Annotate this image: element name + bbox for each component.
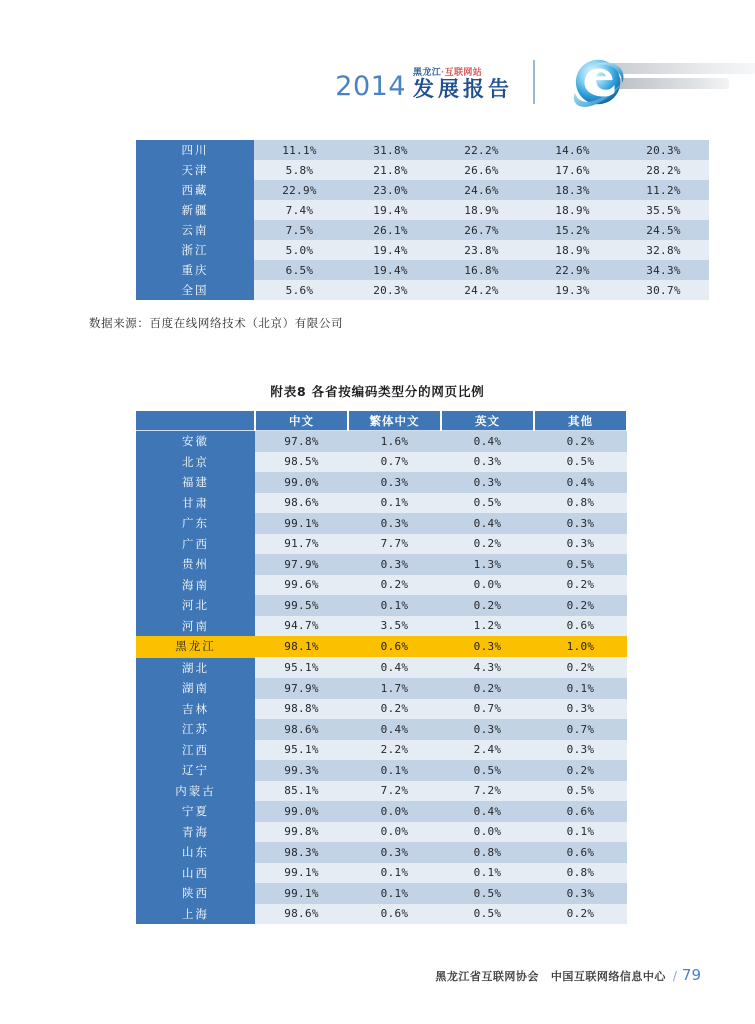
province-row-label: 内蒙古 — [136, 781, 255, 802]
province-cell: 0.1% — [534, 822, 627, 843]
table-row — [136, 904, 627, 925]
province-cell: 0.1% — [348, 493, 441, 514]
continuation-cell: 24.2% — [436, 280, 527, 300]
header-inner — [335, 46, 755, 118]
province-row-label: 陕西 — [136, 883, 255, 904]
province-cell: 0.4% — [441, 431, 534, 452]
province-cell: 0.6% — [534, 801, 627, 822]
province-row-label: 湖北 — [136, 657, 255, 678]
continuation-cell: 24.5% — [618, 220, 709, 240]
continuation-cell: 28.2% — [618, 160, 709, 180]
continuation-cell: 7.5% — [254, 220, 345, 240]
province-cell: 98.8% — [255, 699, 348, 720]
province-cell: 94.7% — [255, 616, 348, 637]
province-cell: 0.5% — [441, 493, 534, 514]
report-subtitle-left: 黑龙江 — [413, 66, 442, 77]
province-cell: 0.2% — [534, 575, 627, 596]
province-row-label: 江苏 — [136, 719, 255, 740]
table-row — [136, 554, 627, 575]
continuation-cell: 14.6% — [527, 140, 618, 160]
continuation-cell: 19.4% — [345, 240, 436, 260]
table-row — [136, 280, 709, 300]
continuation-row-label: 四川 — [136, 140, 254, 160]
continuation-cell: 22.9% — [527, 260, 618, 280]
province-row-label: 江西 — [136, 740, 255, 761]
continuation-cell: 18.9% — [436, 200, 527, 220]
column-header: 其他 — [534, 411, 627, 431]
province-cell: 0.0% — [441, 822, 534, 843]
province-cell: 1.6% — [348, 431, 441, 452]
table-row — [136, 822, 627, 843]
province-row-label: 宁夏 — [136, 801, 255, 822]
continuation-table — [136, 140, 709, 300]
header-corner-cell — [136, 411, 255, 431]
province-cell: 0.2% — [441, 534, 534, 555]
table-row — [136, 260, 709, 280]
footer-org-left: 黑龙江省互联网协会 — [435, 970, 539, 983]
continuation-table-body — [136, 140, 709, 300]
continuation-row-label: 云南 — [136, 220, 254, 240]
province-cell: 0.5% — [534, 452, 627, 473]
province-cell: 0.4% — [441, 801, 534, 822]
table-row — [136, 534, 627, 555]
province-cell: 0.2% — [534, 595, 627, 616]
continuation-cell: 26.1% — [345, 220, 436, 240]
report-subtitle — [413, 67, 513, 78]
province-cell: 3.5% — [348, 616, 441, 637]
province-row-label: 吉林 — [136, 699, 255, 720]
province-cell: 7.7% — [348, 534, 441, 555]
table-row — [136, 740, 627, 761]
report-subtitle-right: 互联网站 — [444, 66, 483, 77]
table-row — [136, 842, 627, 863]
province-cell: 0.2% — [348, 699, 441, 720]
province-cell: 0.3% — [441, 636, 534, 657]
logo-swoosh-upper — [611, 63, 755, 74]
province-row-label: 甘肃 — [136, 493, 255, 514]
table-row — [136, 431, 627, 452]
province-cell: 0.7% — [441, 699, 534, 720]
province-cell: 0.6% — [348, 636, 441, 657]
province-cell: 0.5% — [441, 760, 534, 781]
province-cell: 99.0% — [255, 472, 348, 493]
province-cell: 0.3% — [534, 883, 627, 904]
continuation-cell: 35.5% — [618, 200, 709, 220]
table-row — [136, 616, 627, 637]
continuation-cell: 11.1% — [254, 140, 345, 160]
province-cell: 98.6% — [255, 493, 348, 514]
continuation-row-label: 重庆 — [136, 260, 254, 280]
province-row-label: 山西 — [136, 863, 255, 884]
province-cell: 0.3% — [441, 452, 534, 473]
continuation-cell: 24.6% — [436, 180, 527, 200]
continuation-cell: 18.9% — [527, 200, 618, 220]
province-cell: 0.8% — [534, 493, 627, 514]
column-header: 繁体中文 — [348, 411, 441, 431]
province-cell: 0.3% — [534, 699, 627, 720]
province-row-label: 北京 — [136, 452, 255, 473]
continuation-row-label: 西藏 — [136, 180, 254, 200]
continuation-cell: 31.8% — [345, 140, 436, 160]
province-row-label: 安徽 — [136, 431, 255, 452]
province-row-label: 福建 — [136, 472, 255, 493]
province-row-label: 河南 — [136, 616, 255, 637]
page-footer — [435, 966, 701, 984]
province-cell: 0.5% — [441, 904, 534, 925]
continuation-cell: 15.2% — [527, 220, 618, 240]
encoding-table-head — [136, 411, 627, 431]
province-cell: 4.3% — [441, 657, 534, 678]
continuation-cell: 6.5% — [254, 260, 345, 280]
province-row-label: 山东 — [136, 842, 255, 863]
footer-separator: / — [672, 969, 677, 983]
continuation-row-label: 天津 — [136, 160, 254, 180]
province-cell: 0.1% — [348, 595, 441, 616]
continuation-cell: 20.3% — [618, 140, 709, 160]
table-row — [136, 719, 627, 740]
province-cell: 7.2% — [348, 781, 441, 802]
province-cell: 1.0% — [534, 636, 627, 657]
table-row — [136, 699, 627, 720]
province-row-label: 海南 — [136, 575, 255, 596]
continuation-cell: 19.4% — [345, 260, 436, 280]
table-row — [136, 801, 627, 822]
province-cell: 0.3% — [348, 472, 441, 493]
province-cell: 97.9% — [255, 554, 348, 575]
province-cell: 0.7% — [534, 719, 627, 740]
encoding-type-table — [136, 411, 628, 924]
province-cell: 99.5% — [255, 595, 348, 616]
province-cell: 0.2% — [348, 575, 441, 596]
table-row — [136, 180, 709, 200]
continuation-cell: 18.9% — [527, 240, 618, 260]
report-title-block — [413, 63, 513, 102]
province-cell: 0.1% — [348, 883, 441, 904]
province-cell: 0.2% — [534, 904, 627, 925]
report-main-title: 发展报告 — [413, 77, 513, 101]
encoding-table-body — [136, 431, 627, 925]
table-title: 附表8 各省按编码类型分的网页比例 — [270, 384, 485, 399]
continuation-cell: 30.7% — [618, 280, 709, 300]
continuation-cell: 23.0% — [345, 180, 436, 200]
province-cell: 0.6% — [534, 842, 627, 863]
table-row — [136, 452, 627, 473]
province-cell: 99.1% — [255, 883, 348, 904]
report-subtitle-dot: · — [441, 66, 445, 77]
table-row — [136, 200, 709, 220]
province-cell: 99.6% — [255, 575, 348, 596]
province-cell: 98.6% — [255, 719, 348, 740]
continuation-row-label: 浙江 — [136, 240, 254, 260]
province-cell: 97.9% — [255, 678, 348, 699]
province-cell: 99.8% — [255, 822, 348, 843]
table-row — [136, 513, 627, 534]
page-number: 79 — [681, 966, 701, 984]
province-cell: 0.4% — [348, 657, 441, 678]
province-cell: 0.3% — [348, 513, 441, 534]
province-cell: 0.3% — [441, 472, 534, 493]
header-divider — [533, 60, 535, 104]
province-row-label: 河北 — [136, 595, 255, 616]
province-cell: 0.8% — [441, 842, 534, 863]
table-row — [136, 760, 627, 781]
province-cell: 95.1% — [255, 657, 348, 678]
province-cell: 99.0% — [255, 801, 348, 822]
ie-e-icon — [569, 53, 631, 111]
table-header-row — [136, 411, 627, 431]
province-cell: 98.3% — [255, 842, 348, 863]
table-row — [136, 220, 709, 240]
continuation-cell: 18.3% — [527, 180, 618, 200]
province-cell: 99.1% — [255, 513, 348, 534]
table-row — [136, 863, 627, 884]
province-cell: 0.5% — [534, 554, 627, 575]
table-row — [136, 493, 627, 514]
province-cell: 0.3% — [348, 554, 441, 575]
province-cell: 7.2% — [441, 781, 534, 802]
continuation-cell: 5.0% — [254, 240, 345, 260]
province-cell: 0.0% — [441, 575, 534, 596]
province-cell: 0.4% — [534, 472, 627, 493]
continuation-cell: 11.2% — [618, 180, 709, 200]
province-cell: 0.3% — [534, 740, 627, 761]
province-cell: 1.3% — [441, 554, 534, 575]
province-cell: 0.1% — [534, 678, 627, 699]
province-cell: 0.3% — [534, 534, 627, 555]
province-cell: 2.4% — [441, 740, 534, 761]
province-cell: 0.3% — [534, 513, 627, 534]
table-row — [136, 140, 709, 160]
province-cell: 0.1% — [441, 863, 534, 884]
table-row — [136, 472, 627, 493]
province-row-label: 湖南 — [136, 678, 255, 699]
province-cell: 0.2% — [534, 657, 627, 678]
page-header — [0, 46, 755, 118]
internet-explorer-logo — [555, 51, 755, 113]
table-row — [136, 883, 627, 904]
table-row — [136, 678, 627, 699]
province-cell: 85.1% — [255, 781, 348, 802]
continuation-cell: 32.8% — [618, 240, 709, 260]
province-cell: 0.6% — [348, 904, 441, 925]
continuation-cell: 16.8% — [436, 260, 527, 280]
continuation-cell: 5.6% — [254, 280, 345, 300]
continuation-cell: 34.3% — [618, 260, 709, 280]
province-row-label: 广西 — [136, 534, 255, 555]
province-cell: 0.2% — [534, 760, 627, 781]
column-header: 英文 — [441, 411, 534, 431]
province-row-label: 贵州 — [136, 554, 255, 575]
continuation-row-label: 新疆 — [136, 200, 254, 220]
province-cell: 99.3% — [255, 760, 348, 781]
province-cell: 0.5% — [534, 781, 627, 802]
footer-org-right: 中国互联网络信息中心 — [550, 970, 666, 983]
continuation-cell: 19.3% — [527, 280, 618, 300]
continuation-cell: 7.4% — [254, 200, 345, 220]
province-cell: 1.2% — [441, 616, 534, 637]
continuation-row-label: 全国 — [136, 280, 254, 300]
table-row — [136, 595, 627, 616]
province-row-label: 广东 — [136, 513, 255, 534]
continuation-cell: 23.8% — [436, 240, 527, 260]
province-cell: 0.2% — [534, 431, 627, 452]
continuation-cell: 22.2% — [436, 140, 527, 160]
province-cell: 0.5% — [441, 883, 534, 904]
province-cell: 0.1% — [348, 863, 441, 884]
continuation-cell: 5.8% — [254, 160, 345, 180]
province-cell: 0.4% — [348, 719, 441, 740]
source-note: 数据来源：百度在线网络技术（北京）有限公司 — [89, 316, 344, 330]
table-row — [136, 575, 627, 596]
continuation-cell: 26.7% — [436, 220, 527, 240]
province-row-label: 上海 — [136, 904, 255, 925]
province-cell: 99.1% — [255, 863, 348, 884]
province-cell: 0.1% — [348, 760, 441, 781]
table-row — [136, 160, 709, 180]
province-cell: 95.1% — [255, 740, 348, 761]
continuation-cell: 21.8% — [345, 160, 436, 180]
province-row-label: 辽宁 — [136, 760, 255, 781]
province-cell: 97.8% — [255, 431, 348, 452]
province-cell: 0.7% — [348, 452, 441, 473]
continuation-cell: 22.9% — [254, 180, 345, 200]
province-cell: 2.2% — [348, 740, 441, 761]
province-cell: 1.7% — [348, 678, 441, 699]
province-cell: 0.8% — [534, 863, 627, 884]
continuation-cell: 19.4% — [345, 200, 436, 220]
province-cell: 0.3% — [441, 719, 534, 740]
continuation-cell: 26.6% — [436, 160, 527, 180]
continuation-cell: 17.6% — [527, 160, 618, 180]
province-cell: 0.3% — [348, 842, 441, 863]
province-cell: 0.0% — [348, 822, 441, 843]
table-row — [136, 240, 709, 260]
province-cell: 91.7% — [255, 534, 348, 555]
province-cell: 98.5% — [255, 452, 348, 473]
province-cell: 0.6% — [534, 616, 627, 637]
province-cell: 0.4% — [441, 513, 534, 534]
province-cell: 0.2% — [441, 678, 534, 699]
province-cell: 0.2% — [441, 595, 534, 616]
table-row — [136, 636, 627, 657]
province-cell: 0.0% — [348, 801, 441, 822]
continuation-cell: 20.3% — [345, 280, 436, 300]
province-cell: 98.6% — [255, 904, 348, 925]
province-cell: 98.1% — [255, 636, 348, 657]
table-row — [136, 781, 627, 802]
column-header: 中文 — [255, 411, 348, 431]
province-row-label: 黑龙江 — [136, 636, 255, 657]
table-row — [136, 657, 627, 678]
province-row-label: 青海 — [136, 822, 255, 843]
report-year: 2014 — [335, 70, 406, 102]
